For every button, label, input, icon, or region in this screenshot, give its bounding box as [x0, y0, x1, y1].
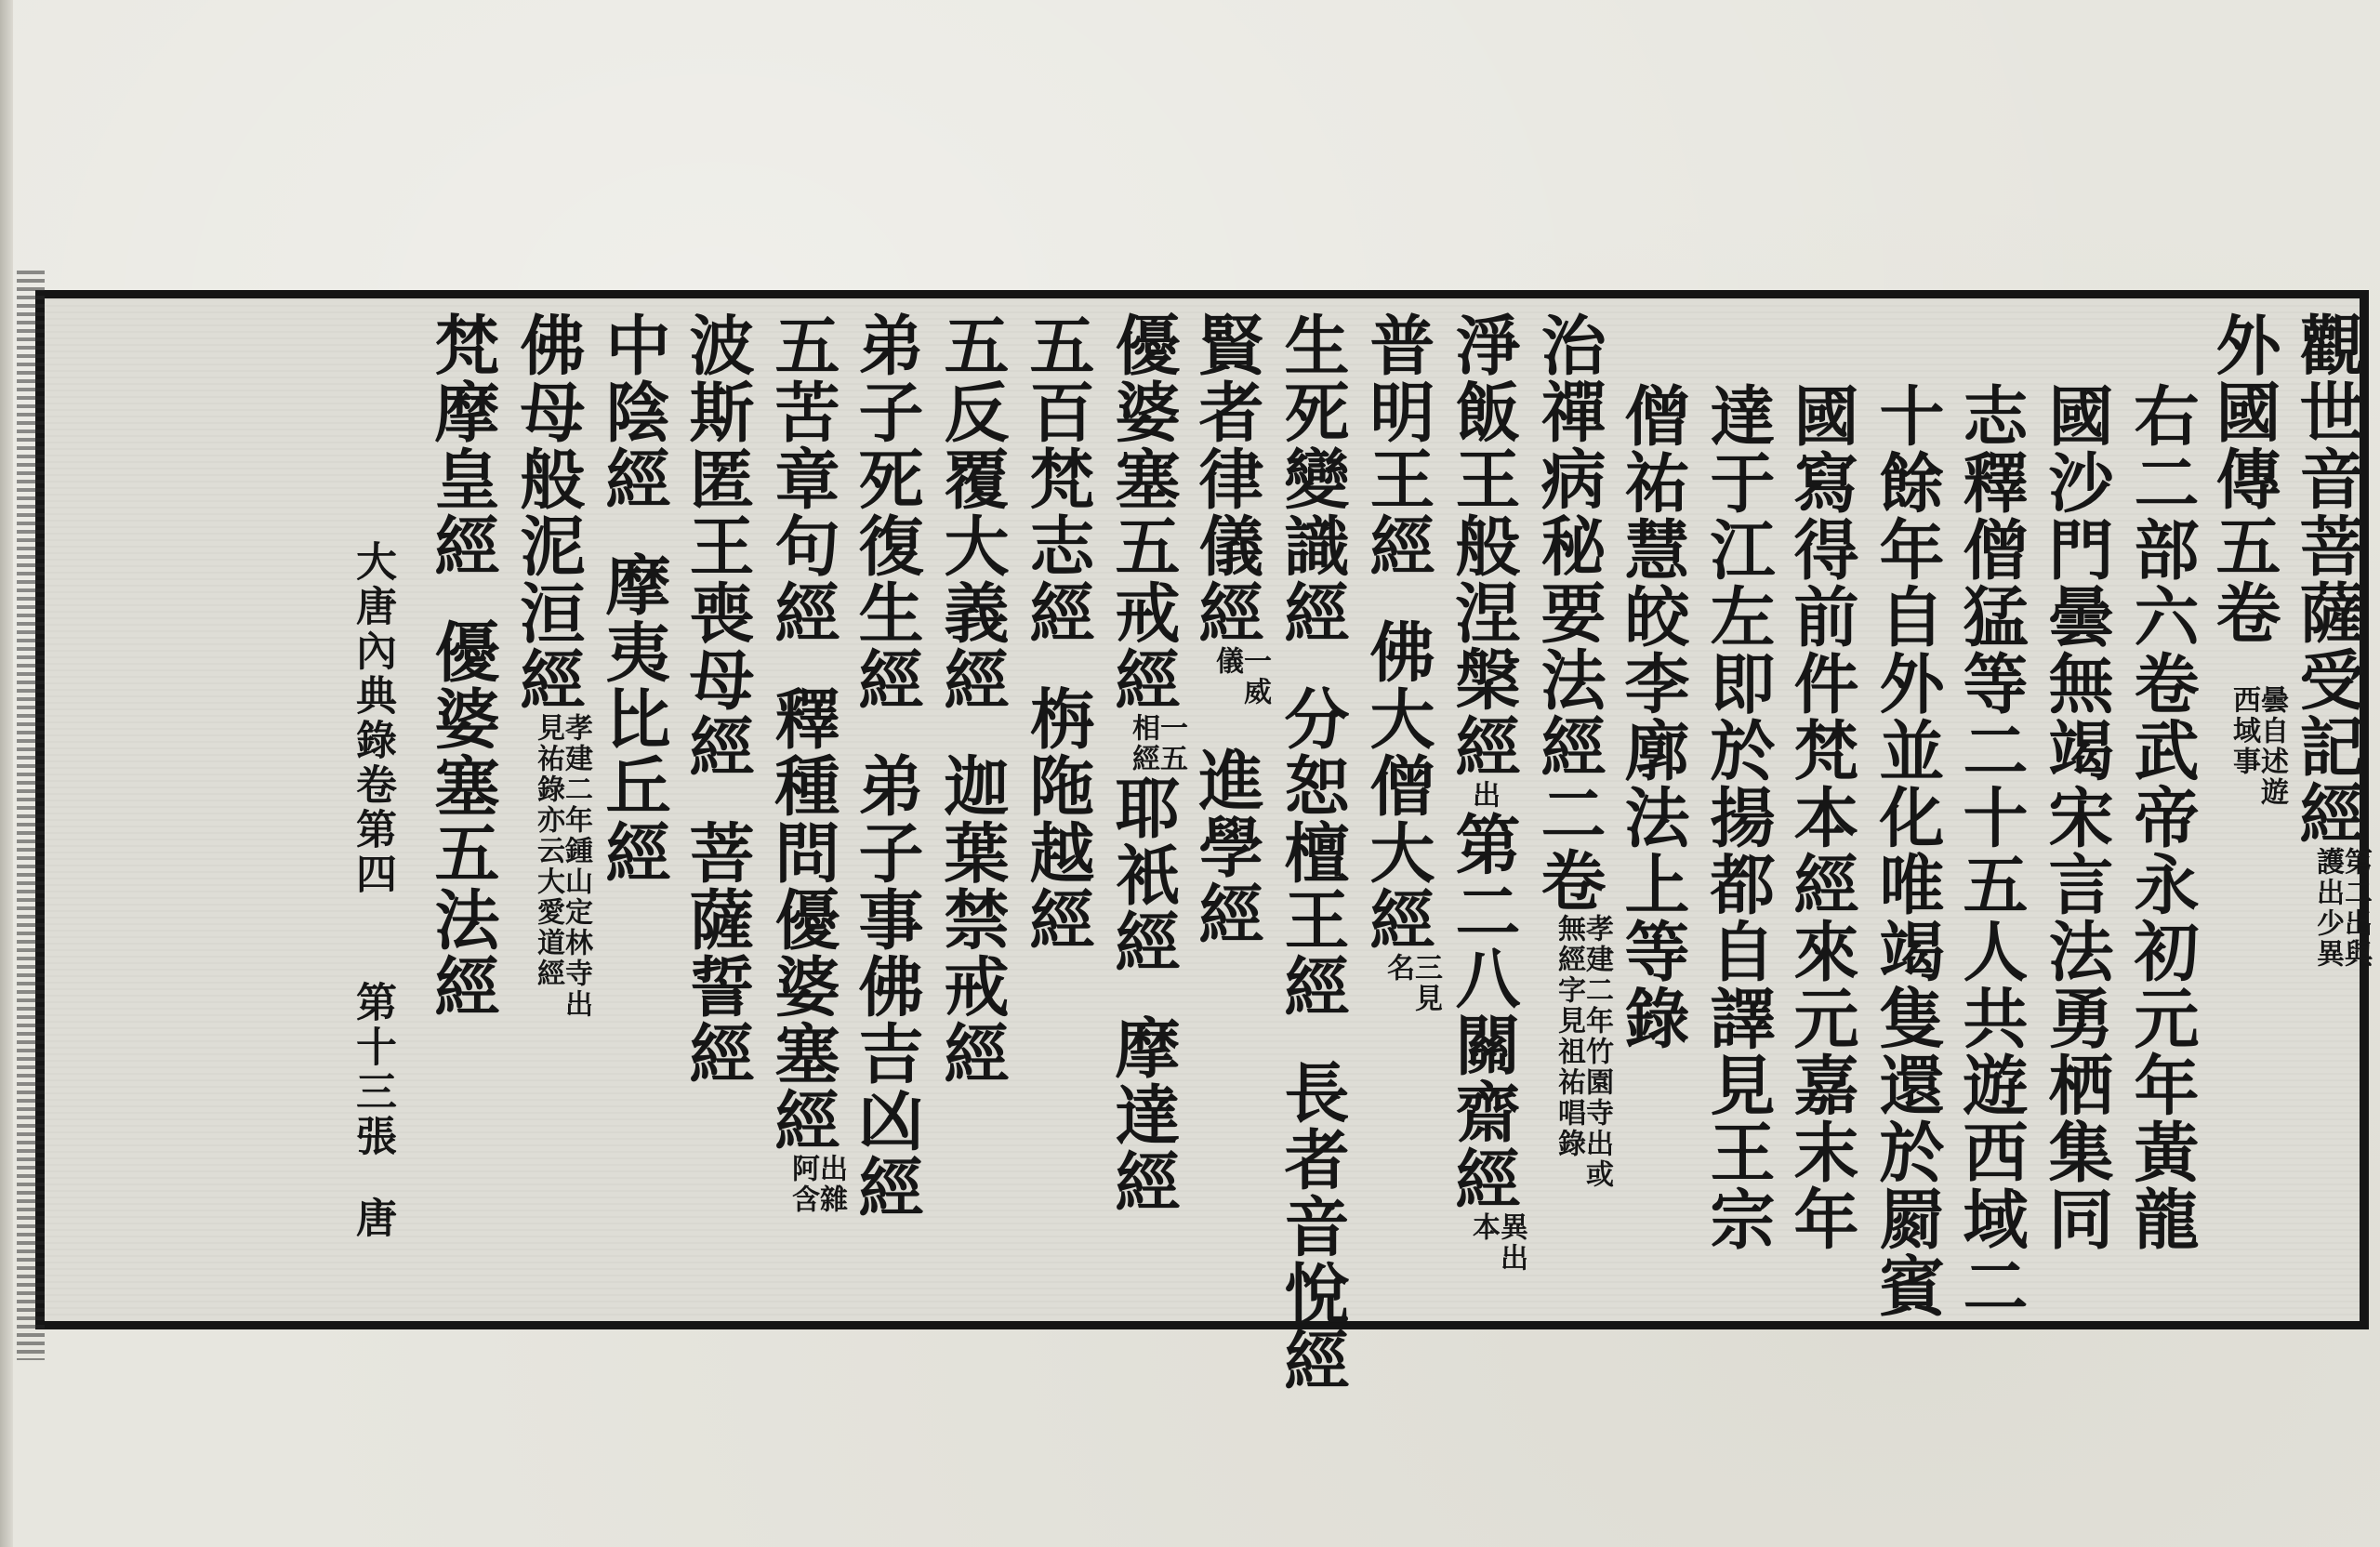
- annotation: 出雜 阿含: [787, 1154, 847, 1215]
- text-column-4: 國沙門曇無竭宋言法勇栖集同: [2038, 382, 2115, 1252]
- annotation: 三見 名: [1382, 953, 1442, 1014]
- text-column-10: 治禪病秘要法經二卷孝建二年竹園寺出或 無經字見祖祐唱錄: [1530, 311, 1613, 1190]
- annotation: 第二出與 護出少異: [2311, 847, 2372, 970]
- text-column-12: 普明王經佛大僧大經三見 名: [1359, 311, 1442, 1014]
- annotation: 曇自述遊 西域事: [2228, 685, 2288, 808]
- text-column-3: 右二部六卷武帝永初元年黃龍: [2123, 382, 2201, 1252]
- text-column-9: 僧祐慧皎李廓法上等錄: [1614, 382, 1691, 1051]
- text-column-1: 觀世音菩薩受記經第二出與 護出少異: [2289, 311, 2372, 970]
- text-column-11: 淨飯王般涅槃經出第二八關齋經異出 本: [1445, 311, 1527, 1274]
- page-left-edge: [0, 0, 13, 1547]
- margin-title-column: 大唐內典錄卷第四第十三張唐: [349, 540, 396, 1241]
- text-column-18: 弟子死復生經弟子事佛吉凶經: [848, 311, 925, 1221]
- text-column-20: 波斯匿王喪母經菩薩誓經: [679, 311, 756, 1087]
- text-column-7: 國寫得前件梵本經來元嘉末年: [1783, 382, 1860, 1252]
- text-column-21: 中陰經摩夷比丘經: [595, 311, 672, 886]
- text-column-16: 五百梵志經栴陁越經: [1019, 311, 1096, 953]
- annotation: 出: [1467, 780, 1500, 811]
- text-column-22: 佛母般泥洹經孝建二年鍾山定林寺出 見祐錄亦云大愛道經: [509, 311, 592, 1020]
- text-column-14: 賢者律儀經一威 儀進學經: [1188, 311, 1271, 947]
- text-column-17: 五反覆大義經迦葉禁戒經: [933, 311, 1011, 1087]
- print-block: [35, 290, 2372, 1394]
- annotation: 一威 儀: [1210, 646, 1271, 707]
- text-column-13: 生死變識經分恕檀王經長者音悅經: [1274, 311, 1351, 1394]
- text-column-23: 梵摩皇經優婆塞五法經: [424, 311, 501, 1020]
- text-column-5: 志釋僧猛等二十五人共遊西域二: [1952, 382, 2030, 1319]
- text-column-2: 外國傳五卷曇自述遊 西域事: [2205, 311, 2288, 808]
- text-column-8: 達于江左即於揚都自譯見王宗: [1699, 382, 1777, 1252]
- annotation: 孝建二年竹園寺出或 無經字見祖祐唱錄: [1553, 914, 1613, 1190]
- annotation: 孝建二年鍾山定林寺出 見祐錄亦云大愛道經: [532, 713, 592, 1020]
- text-column-6: 十餘年自外並化唯竭隻還於罽賓: [1869, 382, 1946, 1319]
- text-column-15: 優婆塞五戒經一五 相經耶衹經摩達經: [1104, 311, 1187, 1215]
- annotation: 一五 相經: [1127, 713, 1187, 774]
- annotation: 異出 本: [1467, 1212, 1527, 1274]
- text-column-19: 五苦章句經釋種問優婆塞經出雜 阿含: [764, 311, 847, 1215]
